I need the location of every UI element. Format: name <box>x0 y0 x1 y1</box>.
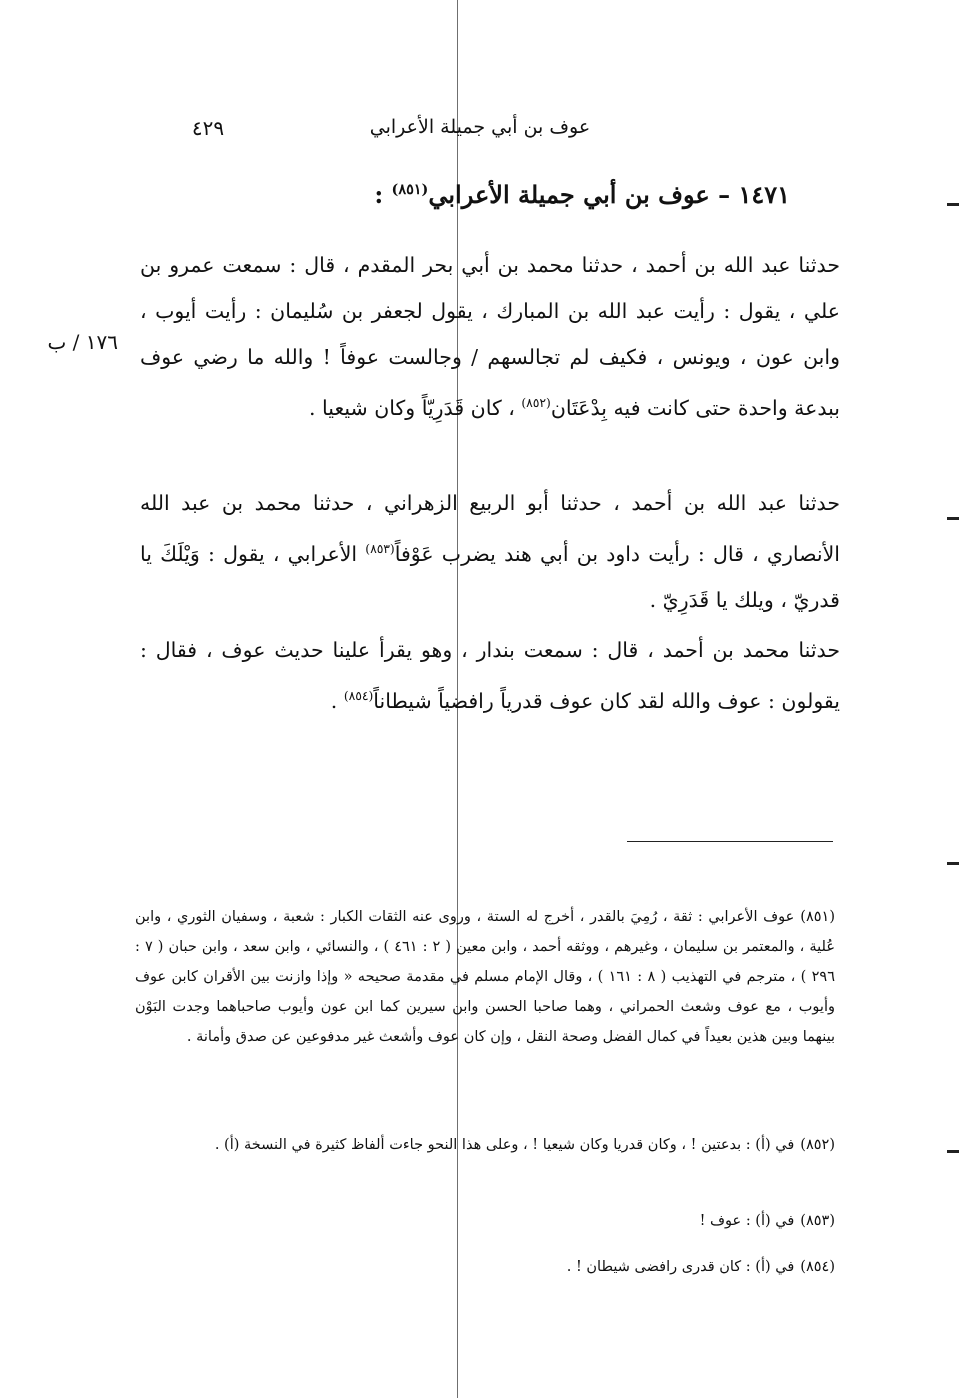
footnote-text: عوف الأعرابي : ثقة ، رُمِيَ بالقدر ، أخرج له الستة ، وروى عنه الثقات الكبار : شعبة ، وسفيان الثوري ، وابن عُلية ، والمعتمر بن سليمان ، وغيرهم ، ووثقه أحمد ، وابن معين ( ٢ : ٤٦١ ) ، والنسائي ، وابن سعد ، وابن حبان ( ٧ : ٢٩٦ ) ، مترجم في التهذيب ( ٨ : ١٦١ ) ، وقال الإمام مسلم في مقدمة صحيحه « وإذا وازنت بين الأقران كابن عوف وأيوب ، مع عوف وشعث الحمراني ، وهما صاحبا الحسن وابن سيرين كما ابن عون وأيوب صاحباهما وجدت البَوْن بينهما وبين هذين بعيداً في كمال الفضل وصحة النقل ، وإن كان عوف وأشعث غير مدفوعين عن صدق وأمانة . <box>135 909 835 1045</box>
footnote <box>135 902 835 1052</box>
narration-paragraph <box>140 627 840 724</box>
edge-mark <box>947 1150 959 1153</box>
footnote <box>135 1206 835 1236</box>
footnote-number: (٨٥١) <box>800 909 835 925</box>
narration-paragraph <box>140 242 840 431</box>
paragraph-text: حدثنا محمد بن أحمد ، قال : سمعت بندار ، وهو يقرأ علينا حديث عوف ، فقال : يقولون : عوف والله لقد كان عوف قدرياً رافضياً شيطاناً <box>140 638 840 713</box>
running-title: عوف بن أبي جميلة الأعرابي <box>369 116 591 138</box>
edge-mark <box>947 203 959 206</box>
manuscript-folio-ref: ١٧٦ / ب <box>47 330 118 354</box>
footnote-number: (٨٥٤) <box>800 1259 835 1275</box>
footnote-separator <box>627 841 833 842</box>
entry-number: ١٤٧١ <box>738 180 790 209</box>
entry-title: عوف بن أبي جميلة الأعرابي <box>428 180 710 209</box>
footnote-text: في (أ) : كان قدرى رافضى شيطان ! . <box>566 1259 795 1275</box>
paragraph-text: حدثنا عبد الله بن أحمد ، حدثنا أبو الربيع الزهراني ، حدثنا محمد بن عبد الله الأنصاري ، قال : رأيت داود بن أبي هند يضرب عَوْفاً <box>140 491 840 566</box>
footnote <box>135 1130 835 1160</box>
entry-suffix: : <box>374 180 384 209</box>
footnote-number: (٨٥٢) <box>800 1137 835 1153</box>
footnote-text: في (أ) : عوف ! <box>699 1213 795 1229</box>
paragraph-tail: ، كان قَدَرِيّاً وكان شيعيا . <box>309 395 522 420</box>
footnote-ref[interactable]: (٨٥٢) <box>521 396 551 410</box>
edge-mark <box>947 862 959 865</box>
footnote-ref[interactable]: (٨٥١) <box>391 181 429 198</box>
narration-paragraph <box>140 480 840 623</box>
footnote-ref[interactable]: (٨٥٣) <box>365 542 395 556</box>
footnote-text: في (أ) : بدعتين ! ، وكان قدريا وكان شيعيا ! ، وعلى هذا النحو جاءت ألفاظ كثيرة في النسخة (أ) . <box>214 1137 795 1153</box>
entry-heading <box>330 180 790 209</box>
paragraph-tail: الأعرابي ، يقول : وَيْلَكَ يا قدريّ ، ويلك يا قَدَرِيّ . <box>140 541 840 612</box>
page-number: ٤٢٩ <box>191 116 225 140</box>
footnote <box>135 1252 835 1282</box>
paragraph-text: حدثنا عبد الله بن أحمد ، حدثنا محمد بن أبي بحر المقدم ، قال : سمعت عمرو بن علي ، يقول : رأيت عبد الله بن المبارك ، يقول لجعفر بن سُليمان : رأيت أيوب ، وابن عون ، ويونس ، فكيف لم تجالسهم / وجالست عوفاً ! والله ما رضي عوف ببدعة واحدة حتى كانت فيه بِدْعَتَان <box>140 253 840 420</box>
paragraph-tail: . <box>330 688 344 713</box>
footnote-ref[interactable]: (٨٥٤) <box>343 689 374 703</box>
footnote-number: (٨٥٣) <box>800 1213 835 1229</box>
edge-mark <box>947 517 959 520</box>
entry-dash: – <box>718 180 731 209</box>
